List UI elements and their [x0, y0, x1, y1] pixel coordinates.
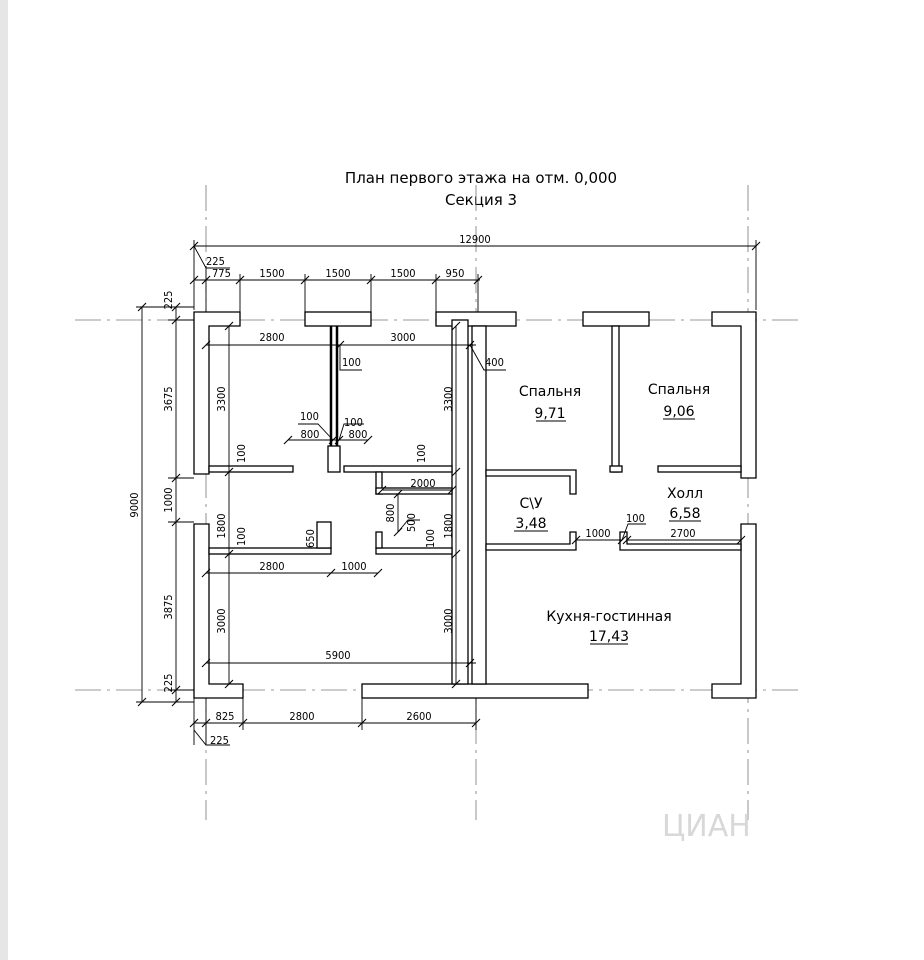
dimension-label: 100 — [235, 444, 248, 463]
dimension-label: 1800 — [215, 513, 228, 539]
room-name: Холл — [666, 486, 704, 502]
room-area: 6,58 — [669, 506, 701, 522]
dimension-label: 225 — [210, 734, 229, 747]
dimension-label: 1500 — [259, 267, 285, 280]
dimension-label: 3300 — [442, 386, 455, 412]
room-area: 17,43 — [588, 629, 630, 645]
room-name: Спальня — [647, 382, 711, 398]
dimension-label: 3000 — [442, 608, 455, 634]
dimension-label: 2600 — [406, 710, 432, 723]
dimension-label: 100 — [344, 416, 363, 429]
dimension-label: 100 — [342, 356, 361, 369]
wall-bathroom-bottom — [486, 532, 576, 550]
dimension-label: 825 — [215, 710, 235, 723]
wall-top-pier — [436, 312, 516, 326]
dimension-label: 100 — [626, 512, 645, 525]
wall-top-pier — [583, 312, 649, 326]
wall-partition — [209, 466, 293, 472]
dimension-label: 12900 — [459, 233, 491, 246]
wall-bedroom-divider-end — [610, 466, 622, 472]
dimension-label: 9000 — [128, 492, 141, 518]
dimension-label: 1000 — [162, 487, 175, 513]
dimension-label: 950 — [445, 267, 465, 280]
wall-partition — [344, 466, 452, 472]
wall-bedroom-divider — [612, 326, 619, 472]
dimension-label: 1500 — [325, 267, 351, 280]
dimension-label: 800 — [348, 428, 368, 441]
dimension-label: 800 — [384, 503, 397, 523]
dimension-label: 2700 — [670, 527, 696, 540]
room-name: Спальня — [518, 384, 582, 400]
room-area: 3,48 — [515, 516, 547, 532]
wall-bottom-segment — [362, 684, 588, 698]
room-name: Кухня-гостинная — [546, 609, 672, 625]
wall-partition — [376, 548, 452, 554]
wall-hall-top — [658, 466, 741, 472]
dimension-label: 650 — [304, 529, 317, 548]
room-area: 9,71 — [534, 406, 566, 422]
dimension-label: 1000 — [585, 527, 611, 540]
dimension-label: 2800 — [259, 560, 285, 573]
dimension-label: 100 — [415, 444, 428, 463]
dimension-label: 3000 — [215, 608, 228, 634]
wall-top-pier — [305, 312, 371, 326]
dimension-label: 100 — [235, 527, 248, 546]
dimension-label: 1500 — [390, 267, 416, 280]
wall-bathroom-top — [486, 470, 576, 494]
wall-partition — [317, 522, 331, 548]
dimension-label: 5900 — [325, 649, 351, 662]
dimension-label: 3875 — [162, 594, 175, 620]
wall-partition — [376, 532, 382, 548]
dimension-label: 100 — [424, 529, 437, 548]
dimension-label: 1000 — [341, 560, 367, 573]
dimension-label: 3300 — [215, 386, 228, 412]
dimension-label: 1800 — [442, 513, 455, 539]
watermark-text: ЦИАН — [662, 809, 751, 844]
dimension-label: 3000 — [390, 331, 416, 344]
room-area: 9,06 — [663, 404, 695, 420]
dimension-label: 3675 — [162, 386, 175, 412]
dimension-label: 2800 — [289, 710, 315, 723]
dimension-label: 225 — [162, 673, 175, 693]
dimension-label: 400 — [485, 356, 504, 369]
dimension-label: 225 — [162, 290, 175, 310]
wall-interior-spine — [472, 326, 486, 684]
dimension-label: 500 — [405, 513, 418, 532]
plan-title: План первого этажа на отм. 0,000 — [344, 169, 618, 187]
wall-partition — [328, 446, 340, 472]
dimension-label: 775 — [212, 267, 231, 280]
dimension-label: 100 — [300, 410, 319, 423]
dimension-label: 2800 — [259, 331, 285, 344]
dimension-label: 800 — [300, 428, 320, 441]
wall-right-upper — [712, 312, 756, 478]
room-name: С\У — [519, 496, 543, 512]
plan-subtitle: Секция 3 — [444, 191, 518, 209]
dimension-label: 2000 — [410, 477, 436, 490]
dimension-label: 225 — [206, 255, 225, 268]
walls — [194, 312, 756, 698]
